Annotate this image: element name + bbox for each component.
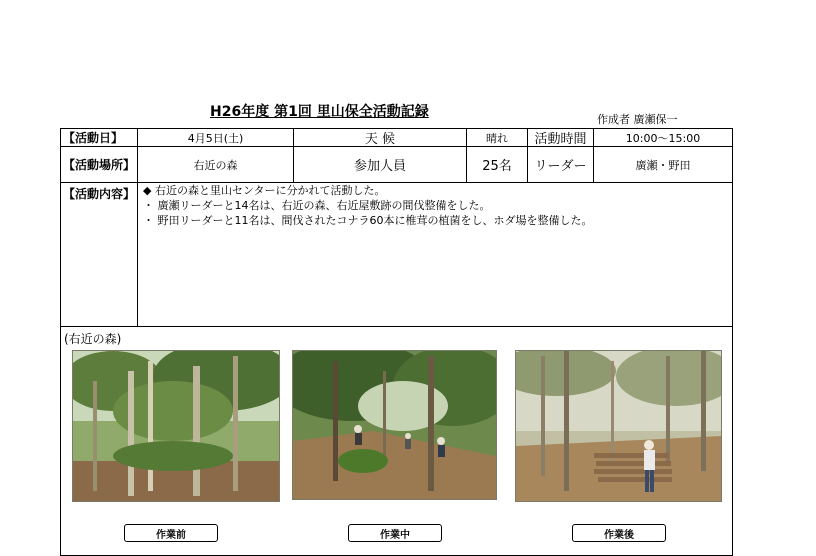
activity-content-label: 【活動内容】 [63,187,136,201]
activity-place-label: 【活動場所】 [60,146,138,183]
content-line: ◆ 右近の森と里山センターに分かれて活動した。 [143,184,386,197]
caption-before: 作業前 [124,524,218,542]
content-line: ・ 廣瀬リーダーと14名は、右近の森、右近屋敷跡の間伐整備をした。 [143,199,491,212]
leader-label: リーダー [527,146,594,183]
activity-content-lines [143,183,593,228]
content-line: ・ 野田リーダーと11名は、間伐されたコナラ60本に椎茸の植菌をし、ホダ場を整備した。 [143,214,593,227]
weather-label: 天 候 [293,128,467,147]
author-line: 作成者 廣瀬保一 [597,113,678,126]
activity-time-label: 活動時間 [527,128,594,147]
participants-value: 25名 [466,146,528,183]
caption-after: 作業後 [572,524,666,542]
activity-time-value: 10:00〜15:00 [593,128,733,147]
forest-photo-before [72,350,280,502]
document-title: H26年度 第1回 里山保全活動記録 [210,104,429,120]
activity-date-label: 【活動日】 [60,128,138,147]
participants-label: 参加人員 [293,146,467,183]
forest-photo-during [292,350,497,500]
weather-value: 晴れ [466,128,528,147]
photo-section-label: (右近の森) [64,332,122,346]
activity-content-label-box [60,182,138,327]
caption-during: 作業中 [348,524,442,542]
activity-place-value: 右近の森 [137,146,294,183]
activity-date-value: 4月5日(土) [137,128,294,147]
leader-value: 廣瀬・野田 [593,146,733,183]
forest-photo-after [515,350,722,502]
